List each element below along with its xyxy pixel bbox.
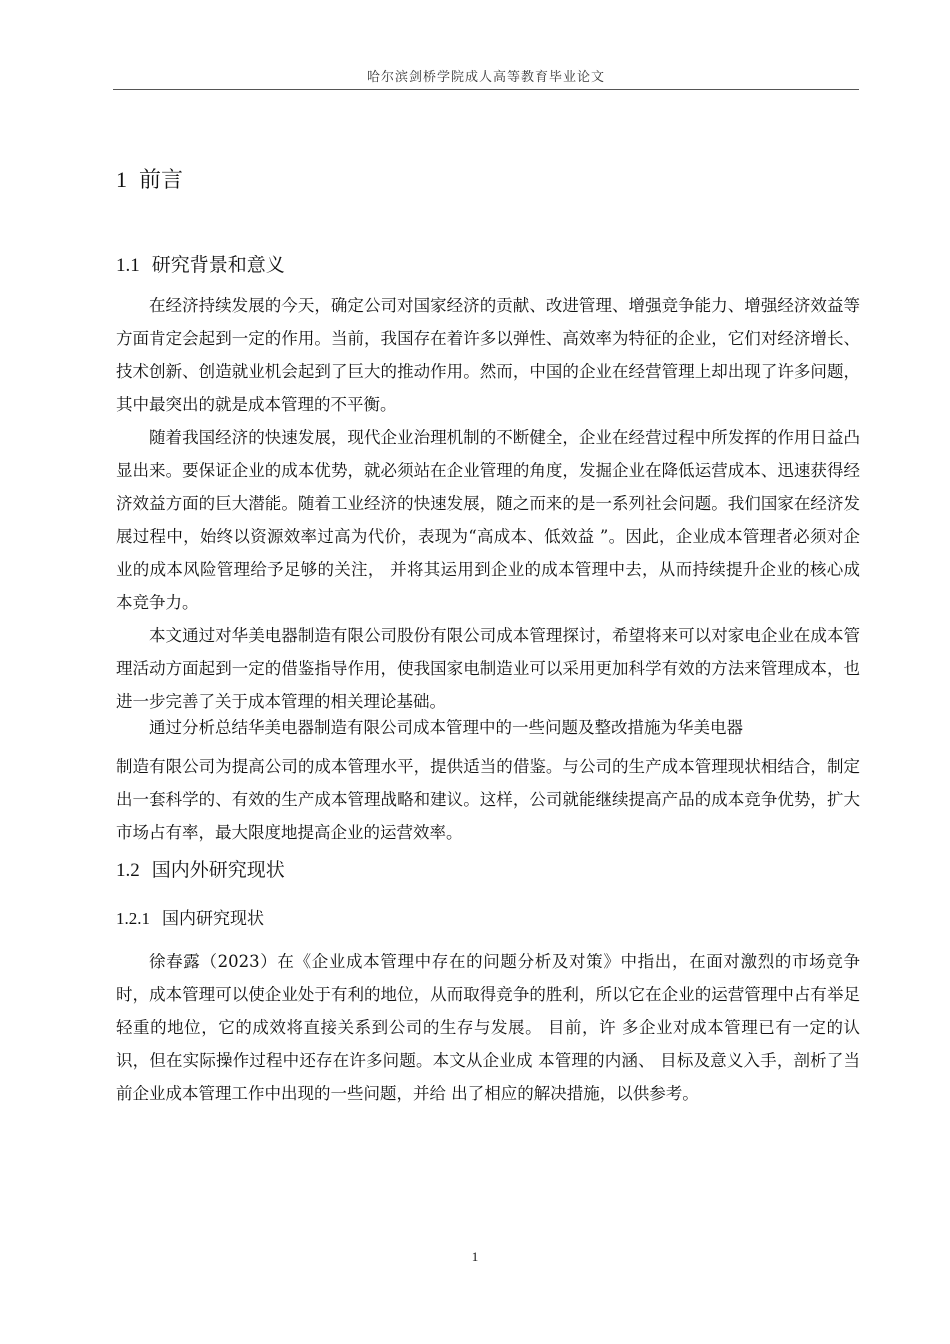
subsection-number: 1.2.1 — [116, 909, 150, 928]
chapter-number: 1 — [116, 167, 127, 192]
chapter-heading — [116, 163, 183, 194]
body-paragraph: 本文通过对华美电器制造有限公司股份有限公司成本管理探讨，希望将来可以对家电企业在成本管理活动方面起到一定的借鉴指导作用，使我国家电制造业可以采用更加科学有效的方法来管理成本，也进一步完善了关于成本管理的相关理论基础。 — [116, 626, 860, 711]
body-paragraph: 徐春露（2023）在《企业成本管理中存在的问题分析及对策》中指出，在面对激烈的市场竞争时，成本管理可以使企业处于有利的地位，从而取得竞争的胜利，所以它在企业的运营管理中占有举足轻重的地位，它的成效将直接关系到公司的生存与发展。 目前，许 多企业对成本管理已有一定的认识，但在实际操作过程中还存在许多问题。本文从企业成 本管理的内涵、 目标及意义入手，剖析了当前企业成本管理工作中出现的一些问题，并给 出了相应的解决措施，以供参考。 — [116, 952, 860, 1103]
body-paragraph: 通过分析总结华美电器制造有限公司成本管理中的一些问题及整改措施为华美电器 — [149, 718, 743, 737]
section-heading-1-2 — [116, 855, 285, 882]
page-number: 1 — [471, 1249, 479, 1264]
section-number: 1.2 — [116, 860, 140, 881]
body-paragraph-continuation: 制造有限公司为提高公司的成本管理水平，提供适当的借鉴。与公司的生产成本管理现状相结合，制定出一套科学的、有效的生产成本管理战略和建议。这样，公司就能继续提高产品的成本竞争优势，扩大市场占有率，最大限度地提高企业的运营效率。 — [116, 757, 860, 842]
section-heading-1-1 — [116, 250, 285, 277]
running-header: 哈尔滨剑桥学院成人高等教育毕业论文 — [366, 70, 605, 85]
chapter-title: 前言 — [139, 168, 184, 193]
header-divider — [113, 89, 859, 90]
section-title: 研究背景和意义 — [151, 254, 285, 276]
section-number: 1.1 — [116, 255, 140, 276]
section-title: 国内外研究现状 — [151, 859, 285, 881]
subsection-heading-1-2-1 — [116, 904, 264, 929]
subsection-title: 国内研究现状 — [162, 909, 264, 929]
body-paragraph: 随着我国经济的快速发展，现代企业治理机制的不断健全，企业在经营过程中所发挥的作用日益凸显出来。要保证企业的成本优势，就必须站在企业管理的角度，发掘企业在降低运营成本、迅速获得经济效益方面的巨大潜能。随着工业经济的快速发展，随之而来的是一系列社会问题。我们国家在经济发展过程中，始终以资源效率过高为代价，表现为“高成本、低效益 ”。因此，企业成本管理者必须对企业的成本风险管理给予足够的关注， 并将其运用到企业的成本管理中去，从而持续提升企业的核心成本竞争力。 — [116, 428, 860, 612]
body-paragraph: 在经济持续发展的今天，确定公司对国家经济的贡献、改进管理、增强竞争能力、增强经济效益等方面肯定会起到一定的作用。当前，我国存在着许多以弹性、高效率为特征的企业，它们对经济增长、技术创新、创造就业机会起到了巨大的推动作用。然而，中国的企业在经营管理上却出现了许多问题，其中最突出的就是成本管理的不平衡。 — [116, 296, 860, 414]
